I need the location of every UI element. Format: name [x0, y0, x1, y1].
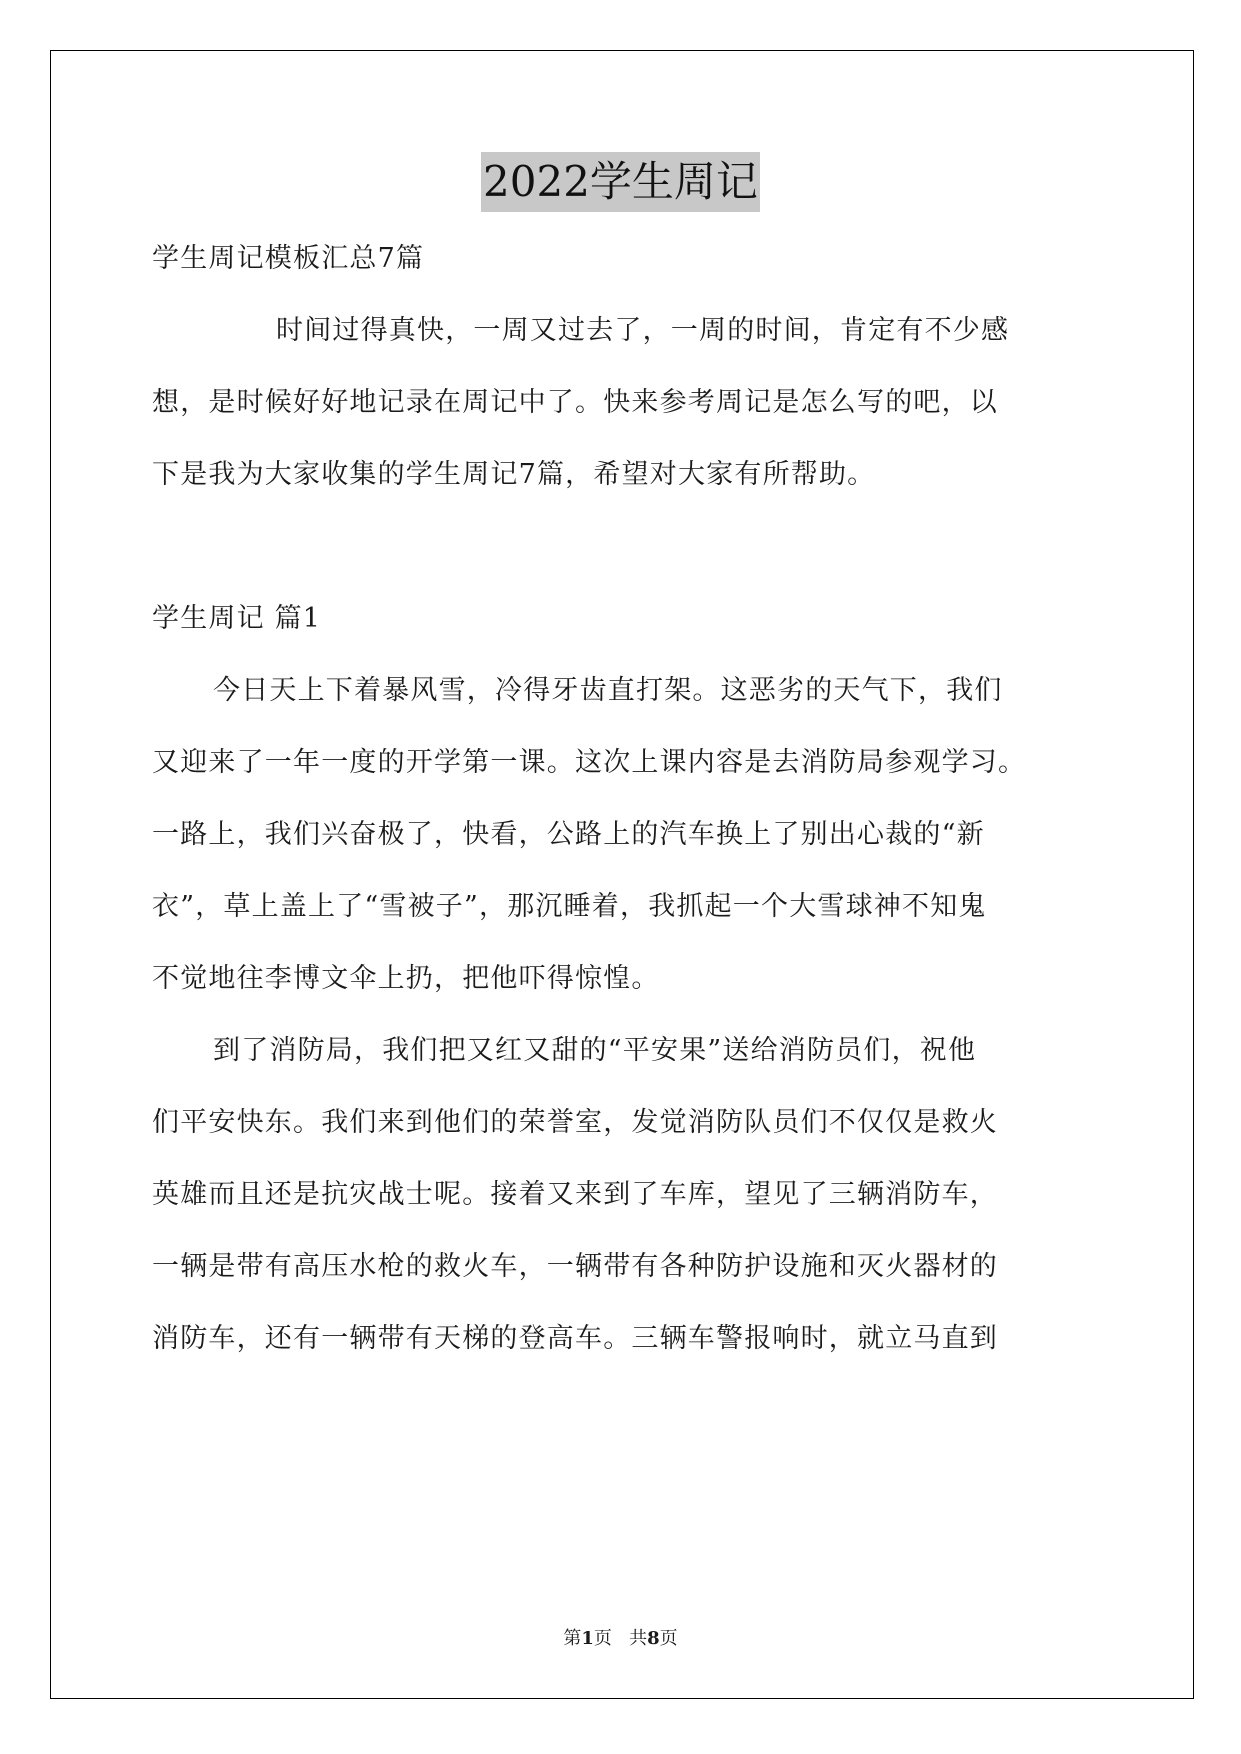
- paragraph1-line-2: 又迎来了一年一度的开学第一课。这次上课内容是去消防局参观学习。: [152, 747, 1027, 778]
- page-footer: [0, 1627, 1241, 1651]
- intro-line-3: 下是我为大家收集的学生周记7篇，希望对大家有所帮助。: [152, 459, 876, 490]
- document-title: 2022学生周记: [481, 152, 760, 212]
- footer-page-prefix: 第: [563, 1628, 582, 1649]
- document-subtitle: 学生周记模板汇总7篇: [152, 243, 425, 274]
- section-heading: 学生周记 篇1: [152, 603, 322, 634]
- footer-total-prefix: 共: [629, 1628, 648, 1649]
- intro-line-1: 时间过得真快，一周又过去了，一周的时间，肯定有不少感: [276, 315, 1010, 346]
- footer-page-number: 1: [581, 1628, 594, 1649]
- footer-total-suffix: 页: [659, 1628, 678, 1649]
- paragraph1-line-5: 不觉地往李博文伞上扔，把他吓得惊惶。: [152, 963, 660, 994]
- paragraph2-line-4: 一辆是带有高压水枪的救火车，一辆带有各种防护设施和灭火器材的: [152, 1251, 998, 1282]
- paragraph1-line-1: 今日天上下着暴风雪，冷得牙齿直打架。这恶劣的天气下，我们: [213, 675, 1003, 706]
- paragraph2-line-2: 们平安快东。我们来到他们的荣誉室，发觉消防队员们不仅仅是救火: [152, 1107, 998, 1138]
- paragraph2-line-5: 消防车，还有一辆带有天梯的登高车。三辆车警报响时，就立马直到: [152, 1323, 998, 1354]
- paragraph1-line-3: 一路上，我们兴奋极了，快看，公路上的汽车换上了别出心裁的“新: [152, 819, 985, 850]
- paragraph2-line-3: 英雄而且还是抗灾战士呢。接着又来到了车库，望见了三辆消防车，: [152, 1179, 998, 1210]
- title-container: [0, 152, 1241, 212]
- paragraph1-line-4: 衣”，草上盖上了“雪被子”，那沉睡着，我抓起一个大雪球神不知鬼: [152, 891, 987, 922]
- intro-line-2: 想，是时候好好地记录在周记中了。快来参考周记是怎么写的吧，以: [152, 387, 998, 418]
- paragraph2-line-1: 到了消防局，我们把又红又甜的“平安果”送给消防员们，祝他: [213, 1035, 977, 1066]
- footer-page-suffix: 页: [593, 1628, 612, 1649]
- footer-total-pages: 8: [647, 1628, 660, 1649]
- page-border: [50, 50, 1194, 1699]
